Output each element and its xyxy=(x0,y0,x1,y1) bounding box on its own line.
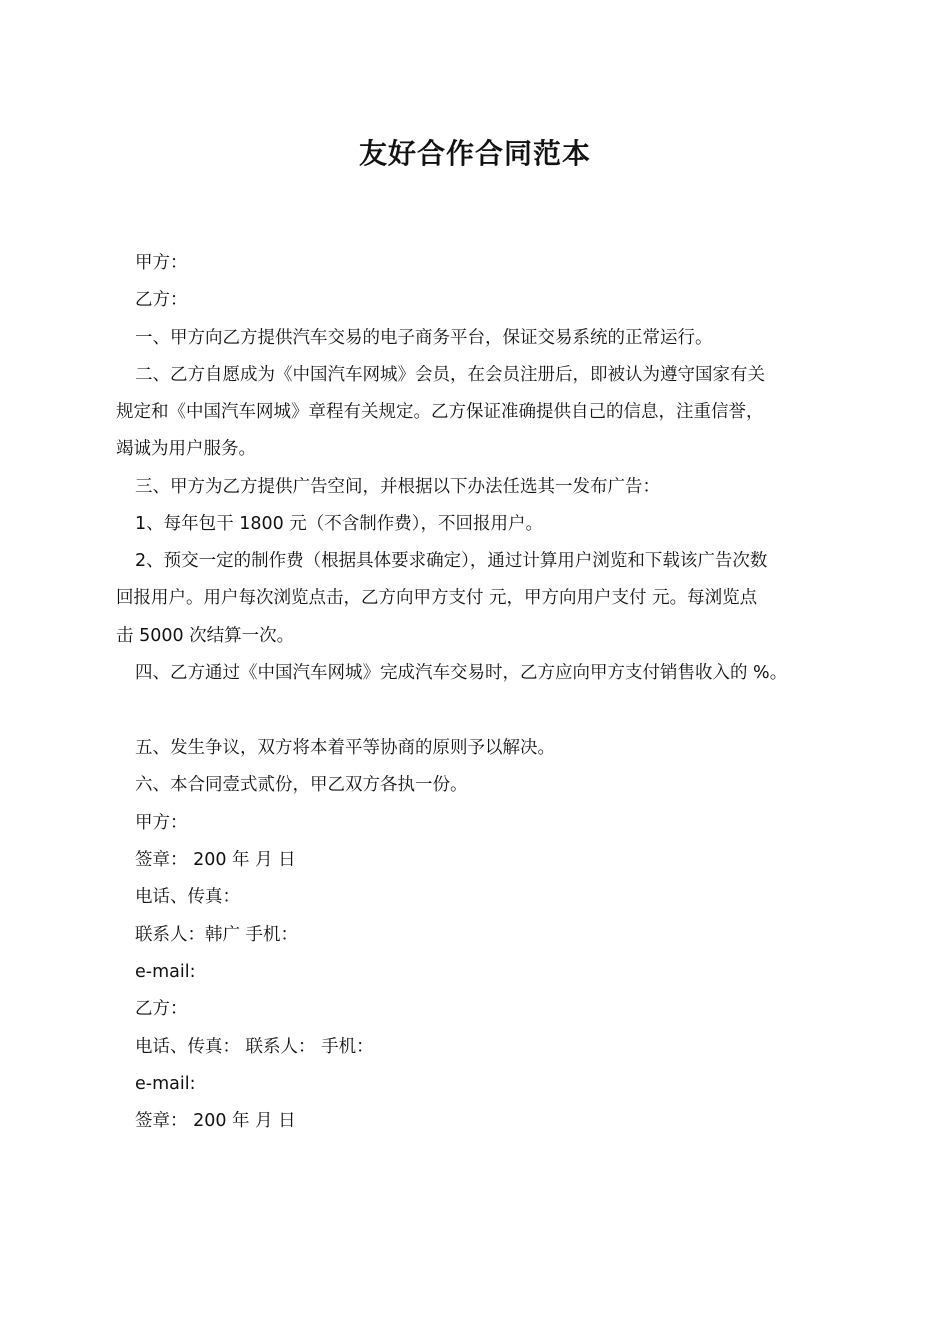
clause-3-option-2-line-2: 回报用户。用户每次浏览点击，乙方向甲方支付 元，甲方向用户支付 元。每浏览点 xyxy=(116,588,758,608)
party-a-label: 甲方： xyxy=(135,253,188,273)
document-title: 友好合作合同范本 xyxy=(358,137,591,170)
signature-party-b-seal-date: 签章： 200 年 月 日 xyxy=(135,1111,296,1131)
signature-party-b: 乙方： xyxy=(135,999,188,1019)
signature-party-a-seal-date: 签章： 200 年 月 日 xyxy=(135,850,296,870)
clause-2-line-3: 竭诚为用户服务。 xyxy=(116,439,256,459)
clause-4: 四、乙方通过《中国汽车网城》完成汽车交易时，乙方应向甲方支付销售收入的 %。 xyxy=(135,663,788,683)
clause-2-line-2: 规定和《中国汽车网城》章程有关规定。乙方保证准确提供自己的信息，注重信誉， xyxy=(116,402,764,422)
signature-party-a: 甲方： xyxy=(135,813,188,833)
signature-party-b-contact: 电话、传真： 联系人： 手机： xyxy=(135,1037,374,1057)
clause-3-option-2-line-3: 击 5000 次结算一次。 xyxy=(116,626,295,646)
clause-3-option-2-line-1: 2、预交一定的制作费（根据具体要求确定），通过计算用户浏览和下载该广告次数 xyxy=(135,551,768,571)
clause-3-option-1: 1、每年包干 1800 元（不含制作费），不回报用户。 xyxy=(135,514,544,534)
signature-party-a-email: e-mail: xyxy=(135,962,196,982)
party-b-label: 乙方： xyxy=(135,290,188,310)
signature-party-b-email: e-mail: xyxy=(135,1074,196,1094)
clause-3: 三、甲方为乙方提供广告空间，并根据以下办法任选其一发布广告： xyxy=(135,477,660,497)
clause-6: 六、本合同壹式贰份，甲乙双方各执一份。 xyxy=(135,775,468,795)
clause-2-line-1: 二、乙方自愿成为《中国汽车网城》会员，在会员注册后，即被认为遵守国家有关 xyxy=(135,365,765,385)
signature-party-a-phone-fax: 电话、传真： xyxy=(135,887,240,907)
clause-5: 五、发生争议，双方将本着平等协商的原则予以解决。 xyxy=(135,738,555,758)
signature-party-a-contact: 联系人：韩广 手机： xyxy=(135,925,299,945)
clause-1: 一、甲方向乙方提供汽车交易的电子商务平台，保证交易系统的正常运行。 xyxy=(135,328,713,348)
